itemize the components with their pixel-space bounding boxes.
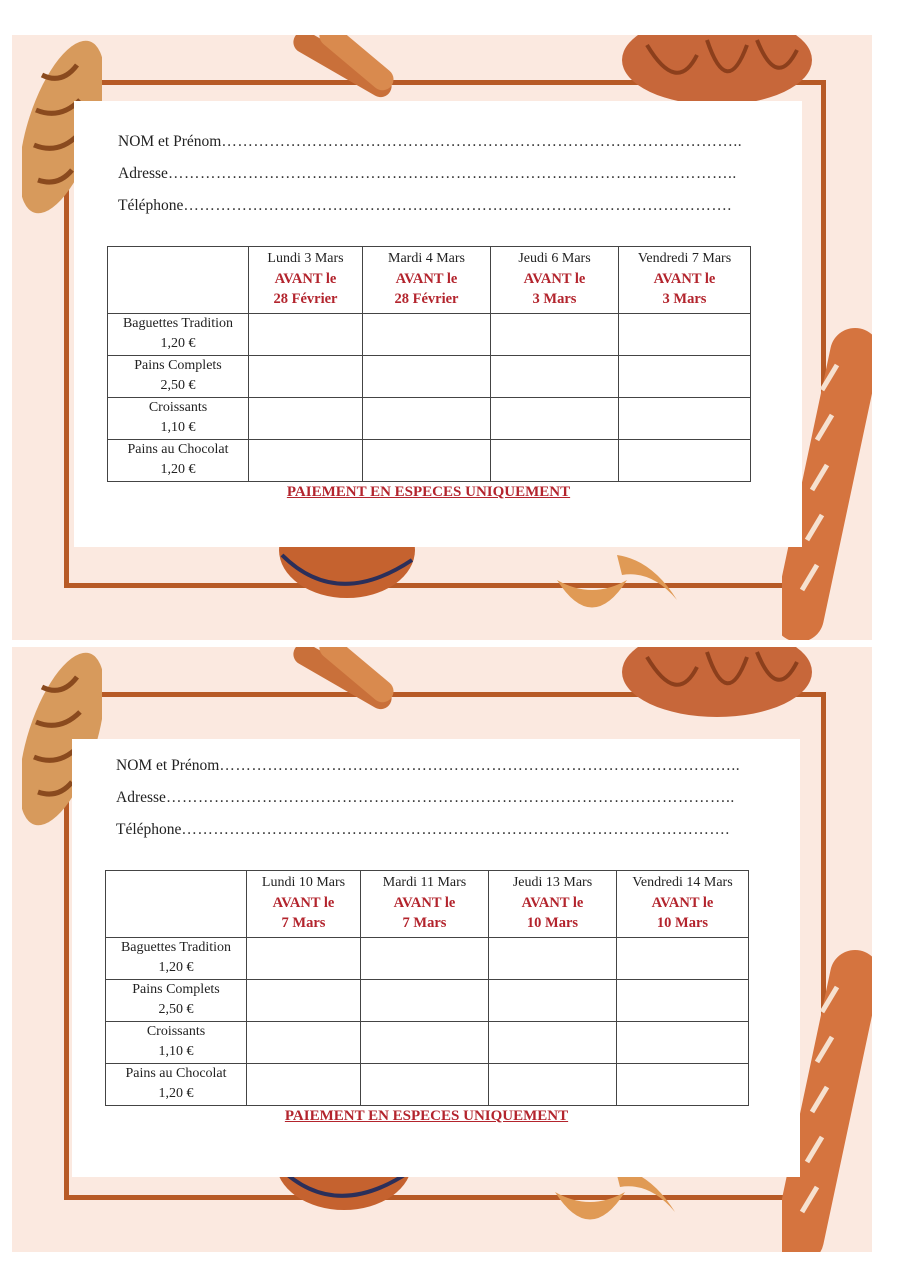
day-header: Mardi 4 Mars AVANT le 28 Février <box>363 247 491 314</box>
quantity-cell[interactable] <box>489 1022 617 1064</box>
quantity-cell[interactable] <box>617 938 749 980</box>
quantity-cell[interactable] <box>249 440 363 482</box>
day-header: Mardi 11 Mars AVANT le 7 Mars <box>361 871 489 938</box>
quantity-cell[interactable] <box>619 356 751 398</box>
product-cell: Pains Complets 2,50 € <box>106 980 247 1022</box>
product-cell: Pains au Chocolat 1,20 € <box>106 1064 247 1106</box>
phone-dots: …………………………………………………………………………………………. <box>181 821 730 838</box>
product-cell: Pains au Chocolat 1,20 € <box>108 440 249 482</box>
quantity-cell[interactable] <box>247 1064 361 1106</box>
table-row <box>108 398 751 440</box>
day-header: Lundi 3 Mars AVANT le 28 Février <box>249 247 363 314</box>
quantity-cell[interactable] <box>247 1022 361 1064</box>
address-field-line[interactable] <box>116 789 768 807</box>
quantity-cell[interactable] <box>247 938 361 980</box>
product-cell: Croissants 1,10 € <box>106 1022 247 1064</box>
quantity-cell[interactable] <box>489 1064 617 1106</box>
order-table <box>107 246 751 482</box>
name-field-line[interactable] <box>116 757 768 775</box>
order-form-week-1 <box>12 35 872 640</box>
payment-note: PAIEMENT EN ESPECES UNIQUEMENT <box>284 1108 569 1124</box>
table-row <box>108 440 751 482</box>
small-croissants-icon <box>552 540 682 630</box>
phone-dots: …………………………………………………………………………………………. <box>183 197 732 214</box>
quantity-cell[interactable] <box>363 440 491 482</box>
address-label: Adresse <box>118 165 168 182</box>
quantity-cell[interactable] <box>249 314 363 356</box>
product-cell: Pains Complets 2,50 € <box>108 356 249 398</box>
quantity-cell[interactable] <box>491 356 619 398</box>
quantity-cell[interactable] <box>491 398 619 440</box>
loaf-bottom-icon <box>277 540 417 600</box>
payment-note: PAIEMENT EN ESPECES UNIQUEMENT <box>286 484 571 500</box>
phone-label: Téléphone <box>116 821 182 838</box>
quantity-cell[interactable] <box>361 938 489 980</box>
name-label: NOM et Prénom <box>118 133 222 150</box>
quantity-cell[interactable] <box>619 440 751 482</box>
address-dots: …………………………………………………………………………………………….. <box>167 165 737 182</box>
quantity-cell[interactable] <box>619 398 751 440</box>
quantity-cell[interactable] <box>363 314 491 356</box>
quantity-cell[interactable] <box>247 980 361 1022</box>
header-empty-cell <box>106 871 247 938</box>
day-header: Jeudi 13 Mars AVANT le 10 Mars <box>489 871 617 938</box>
name-dots: …………………………………………………………………………………….. <box>221 133 743 150</box>
table-header-row <box>106 871 749 938</box>
day-header: Lundi 10 Mars AVANT le 7 Mars <box>247 871 361 938</box>
product-cell: Croissants 1,10 € <box>108 398 249 440</box>
phone-label: Téléphone <box>118 197 184 214</box>
form-panel <box>74 101 802 547</box>
quantity-cell[interactable] <box>617 1064 749 1106</box>
table-row <box>106 1064 749 1106</box>
croissant-top-icon <box>617 35 817 105</box>
address-dots: …………………………………………………………………………………………….. <box>165 789 735 806</box>
order-form-week-2 <box>12 647 872 1252</box>
product-cell: Baguettes Tradition 1,20 € <box>108 314 249 356</box>
quantity-cell[interactable] <box>617 980 749 1022</box>
header-empty-cell <box>108 247 249 314</box>
quantity-cell[interactable] <box>617 1022 749 1064</box>
quantity-cell[interactable] <box>363 398 491 440</box>
form-panel <box>72 739 800 1177</box>
table-row <box>106 1022 749 1064</box>
quantity-cell[interactable] <box>361 1022 489 1064</box>
product-cell: Baguettes Tradition 1,20 € <box>106 938 247 980</box>
quantity-cell[interactable] <box>249 356 363 398</box>
table-header-row <box>108 247 751 314</box>
quantity-cell[interactable] <box>489 938 617 980</box>
phone-field-line[interactable] <box>116 821 768 839</box>
quantity-cell[interactable] <box>491 440 619 482</box>
baguettes-icon <box>282 647 402 717</box>
name-label: NOM et Prénom <box>116 757 220 774</box>
quantity-cell[interactable] <box>249 398 363 440</box>
day-header: Vendredi 14 Mars AVANT le 10 Mars <box>617 871 749 938</box>
croissant-top-icon <box>617 647 817 717</box>
address-label: Adresse <box>116 789 166 806</box>
quantity-cell[interactable] <box>491 314 619 356</box>
name-field-line[interactable] <box>118 133 770 151</box>
quantity-cell[interactable] <box>363 356 491 398</box>
quantity-cell[interactable] <box>489 980 617 1022</box>
quantity-cell[interactable] <box>361 980 489 1022</box>
day-header: Jeudi 6 Mars AVANT le 3 Mars <box>491 247 619 314</box>
quantity-cell[interactable] <box>361 1064 489 1106</box>
table-row <box>106 980 749 1022</box>
day-header: Vendredi 7 Mars AVANT le 3 Mars <box>619 247 751 314</box>
quantity-cell[interactable] <box>619 314 751 356</box>
phone-field-line[interactable] <box>118 197 770 215</box>
table-row <box>106 938 749 980</box>
table-row <box>108 356 751 398</box>
table-row <box>108 314 751 356</box>
address-field-line[interactable] <box>118 165 770 183</box>
baguettes-icon <box>282 35 402 105</box>
order-table <box>105 870 749 1106</box>
name-dots: …………………………………………………………………………………….. <box>219 757 741 774</box>
